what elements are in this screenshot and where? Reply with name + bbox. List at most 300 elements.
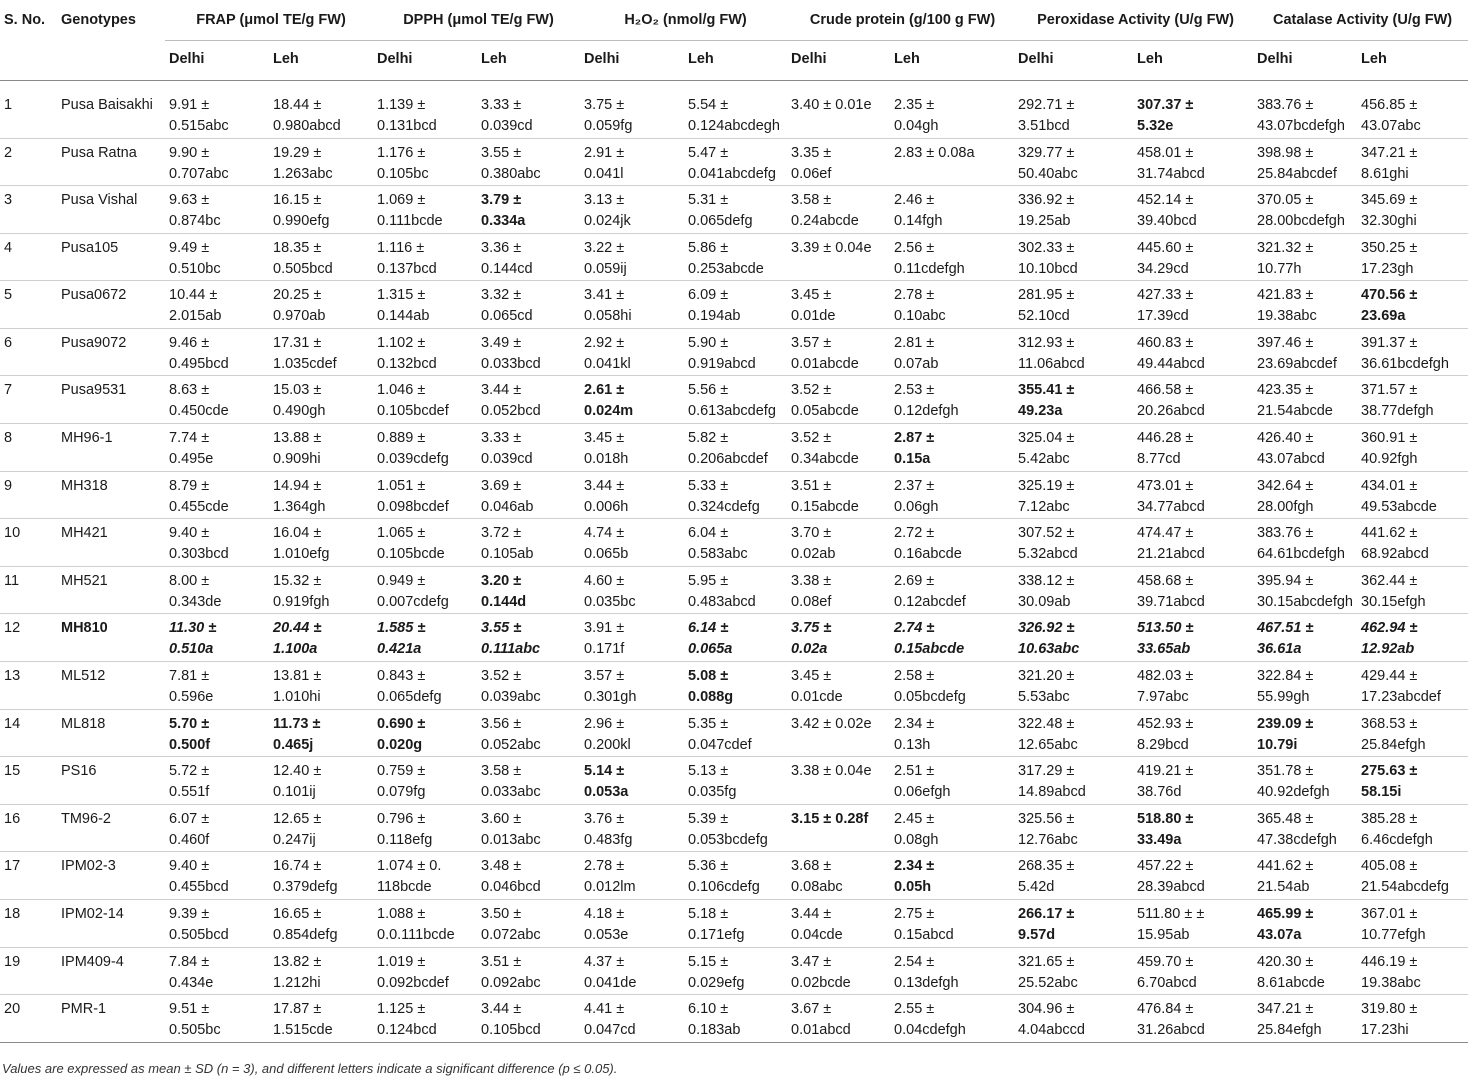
table-cell: 16.15 ± 0.990efg (269, 186, 373, 234)
table-cell: 239.09 ± 10.79i (1253, 709, 1357, 757)
table-cell: 3.42 ± 0.02e (787, 709, 890, 757)
table-cell: 476.84 ± 31.26abcd (1133, 995, 1253, 1043)
table-cell: 3.91 ± 0.171f (580, 614, 684, 662)
table-cell: 2.56 ± 0.11cdefgh (890, 233, 1014, 281)
row-number: 11 (0, 566, 57, 614)
table-cell: 391.37 ± 36.61bcdefgh (1357, 328, 1468, 376)
table-cell: 427.33 ± 17.39cd (1133, 281, 1253, 329)
table-cell: 457.22 ± 28.39abcd (1133, 852, 1253, 900)
table-cell: 434.01 ± 49.53abcde (1357, 471, 1468, 519)
table-cell: 3.32 ± 0.065cd (477, 281, 580, 329)
table-cell: 319.80 ± 17.23hi (1357, 995, 1468, 1043)
col-header-sno: S. No. (4, 12, 46, 28)
table-cell: 17.31 ± 1.035cdef (269, 328, 373, 376)
table-cell: 5.90 ± 0.919abcd (684, 328, 787, 376)
table-cell: 3.55 ± 0.111abc (477, 614, 580, 662)
table-cell: 426.40 ± 43.07abcd (1253, 424, 1357, 472)
table-cell: 5.15 ± 0.029efg (684, 947, 787, 995)
table-cell: 2.46 ± 0.14fgh (890, 186, 1014, 234)
table-cell: 342.64 ± 28.00fgh (1253, 471, 1357, 519)
col-subheader-leh: Leh (477, 40, 580, 80)
table-cell: 350.25 ± 17.23gh (1357, 233, 1468, 281)
table-cell: 7.74 ± 0.495e (165, 424, 269, 472)
table-cell: 5.14 ± 0.053a (580, 757, 684, 805)
table-cell: 2.35 ± 0.04gh (894, 96, 939, 134)
table-row (0, 995, 1468, 1043)
table-cell: 3.44 ± 0.04cde (787, 900, 890, 948)
table-cell: 304.96 ± 4.04abccd (1014, 995, 1133, 1043)
table-cell: 317.29 ± 14.89abcd (1014, 757, 1133, 805)
table-cell: 365.48 ± 47.38cdefgh (1253, 804, 1357, 852)
col-subheader-empty (57, 40, 165, 80)
table-cell: 3.40 ± 0.01e (791, 96, 872, 113)
table-cell: 2.58 ± 0.05bcdefg (890, 662, 1014, 710)
table-cell: 5.35 ± 0.047cdef (684, 709, 787, 757)
table-cell: 4.60 ± 0.035bc (580, 566, 684, 614)
genotype-name: Pusa Ratna (57, 138, 165, 186)
table-cell: 13.88 ± 0.909hi (269, 424, 373, 472)
table-row (0, 519, 1468, 567)
genotype-name: PMR-1 (57, 995, 165, 1043)
table-cell: 3.52 ± 0.039abc (477, 662, 580, 710)
table-cell: 3.70 ± 0.02ab (787, 519, 890, 567)
col-subheader-delhi: Delhi (1014, 40, 1133, 80)
table-cell: 482.03 ± 7.97abc (1133, 662, 1253, 710)
table-cell: 456.85 ± 43.07abc (1361, 96, 1421, 134)
table-cell: 5.95 ± 0.483abcd (684, 566, 787, 614)
table-cell: 19.29 ± 1.263abc (269, 138, 373, 186)
table-cell: 4.37 ± 0.041de (580, 947, 684, 995)
col-header-catalase: Catalase Activity (U/g FW) (1272, 12, 1453, 28)
col-subheader-delhi: Delhi (1253, 40, 1357, 80)
genotype-name: MH421 (57, 519, 165, 567)
table-cell: 9.46 ± 0.495bcd (165, 328, 269, 376)
table-cell: 2.78 ± 0.10abc (890, 281, 1014, 329)
table-cell: 2.75 ± 0.15abcd (890, 900, 1014, 948)
header-row-locations (0, 40, 1468, 80)
table-cell: 9.51 ± 0.505bc (165, 995, 269, 1043)
table-cell: 5.86 ± 0.253abcde (684, 233, 787, 281)
table-cell: 0.843 ± 0.065defg (373, 662, 477, 710)
table-cell: 1.139 ± 0.131bcd (377, 96, 437, 134)
table-cell: 3.22 ± 0.059ij (580, 233, 684, 281)
table-cell: 9.49 ± 0.510bc (165, 233, 269, 281)
table-cell: 3.69 ± 0.046ab (477, 471, 580, 519)
table-cell: 4.41 ± 0.047cd (580, 995, 684, 1043)
table-cell: 1.074 ± 0. 118bcde (373, 852, 477, 900)
table-cell: 1.065 ± 0.105bcde (373, 519, 477, 567)
table-cell: 268.35 ± 5.42d (1014, 852, 1133, 900)
table-cell: 351.78 ± 40.92defgh (1253, 757, 1357, 805)
table-cell: 473.01 ± 34.77abcd (1133, 471, 1253, 519)
table-cell: 3.39 ± 0.04e (787, 233, 890, 281)
table-cell: 3.56 ± 0.052abc (477, 709, 580, 757)
table-row (0, 186, 1468, 234)
genotype-name: MH810 (57, 614, 165, 662)
table-cell: 3.48 ± 0.046bcd (477, 852, 580, 900)
table-cell: 3.44 ± 0.105bcd (477, 995, 580, 1043)
table-cell: 5.13 ± 0.035fg (684, 757, 787, 805)
table-cell: 347.21 ± 25.84efgh (1253, 995, 1357, 1043)
table-cell: 325.19 ± 7.12abc (1014, 471, 1133, 519)
table-cell: 307.37 ± 5.32e (1137, 96, 1194, 134)
table-cell: 5.39 ± 0.053bcdefg (684, 804, 787, 852)
table-cell: 5.70 ± 0.500f (165, 709, 269, 757)
row-number: 2 (0, 138, 57, 186)
table-cell: 368.53 ± 25.84efgh (1357, 709, 1468, 757)
table-cell: 441.62 ± 21.54ab (1253, 852, 1357, 900)
table-cell: 6.10 ± 0.183ab (684, 995, 787, 1043)
table-cell: 3.38 ± 0.04e (787, 757, 890, 805)
table-cell: 3.67 ± 0.01abcd (787, 995, 890, 1043)
col-subheader-leh: Leh (269, 40, 373, 80)
col-subheader-delhi: Delhi (373, 40, 477, 80)
table-cell: 419.21 ± 38.76d (1133, 757, 1253, 805)
row-number: 16 (0, 804, 57, 852)
table-cell: 336.92 ± 19.25ab (1014, 186, 1133, 234)
table-cell: 3.72 ± 0.105ab (477, 519, 580, 567)
table-cell: 397.46 ± 23.69abcdef (1253, 328, 1357, 376)
genotype-name: IPM02-14 (57, 900, 165, 948)
table-cell: 445.60 ± 34.29cd (1133, 233, 1253, 281)
table-cell: 1.585 ± 0.421a (373, 614, 477, 662)
table-cell: 1.125 ± 0.124bcd (373, 995, 477, 1043)
table-body (0, 80, 1468, 1042)
table-cell: 446.28 ± 8.77cd (1133, 424, 1253, 472)
table-cell: 395.94 ± 30.15abcdefgh (1253, 566, 1357, 614)
table-cell: 16.65 ± 0.854defg (269, 900, 373, 948)
table-cell: 6.04 ± 0.583abc (684, 519, 787, 567)
table-cell: 321.20 ± 5.53abc (1014, 662, 1133, 710)
table-row (0, 900, 1468, 948)
table-cell: 470.56 ± 23.69a (1357, 281, 1468, 329)
table-cell: 338.12 ± 30.09ab (1014, 566, 1133, 614)
table-cell: 362.44 ± 30.15efgh (1357, 566, 1468, 614)
table-cell: 1.102 ± 0.132bcd (373, 328, 477, 376)
col-header-dpph: DPPH (μmol TE/g FW) (403, 12, 554, 28)
table-cell: 9.40 ± 0.455bcd (165, 852, 269, 900)
table-cell: 1.046 ± 0.105bcdef (373, 376, 477, 424)
table-row (0, 328, 1468, 376)
table-cell: 0.796 ± 0.118efg (373, 804, 477, 852)
table-row (0, 709, 1468, 757)
table-cell: 2.54 ± 0.13defgh (890, 947, 1014, 995)
genotype-name: MH521 (57, 566, 165, 614)
table-cell: 2.96 ± 0.200kl (580, 709, 684, 757)
table-cell: 3.52 ± 0.34abcde (787, 424, 890, 472)
table-cell: 383.76 ± 43.07bcdefgh (1257, 96, 1345, 134)
table-cell: 458.01 ± 31.74abcd (1133, 138, 1253, 186)
table-cell: 329.77 ± 50.40abc (1014, 138, 1133, 186)
table-cell: 1.088 ± 0.0.111bcde (373, 900, 477, 948)
genotype-name: MH96-1 (57, 424, 165, 472)
table-cell: 11.30 ± 0.510a (165, 614, 269, 662)
table-cell: 2.61 ± 0.024m (580, 376, 684, 424)
table-cell: 3.57 ± 0.301gh (580, 662, 684, 710)
genotype-name: Pusa105 (57, 233, 165, 281)
table-cell: 6.07 ± 0.460f (165, 804, 269, 852)
table-cell: 345.69 ± 32.30ghi (1357, 186, 1468, 234)
table-cell: 398.98 ± 25.84abcdef (1253, 138, 1357, 186)
table-cell: 325.56 ± 12.76abc (1014, 804, 1133, 852)
table-cell: 16.04 ± 1.010efg (269, 519, 373, 567)
table-cell: 20.25 ± 0.970ab (269, 281, 373, 329)
col-header-peroxidase: Peroxidase Activity (U/g FW) (1037, 12, 1234, 28)
table-footnote: Values are expressed as mean ± SD (n = 3), and different letters indicate a significant difference (p ≤ 0.05). (2, 1061, 618, 1076)
row-number: 1 (4, 96, 13, 113)
genotype-name: ML818 (57, 709, 165, 757)
table-cell: 467.51 ± 36.61a (1253, 614, 1357, 662)
table-cell: 11.73 ± 0.465j (269, 709, 373, 757)
table-cell: 3.51 ± 0.15abcde (787, 471, 890, 519)
table-cell: 3.44 ± 0.052bcd (477, 376, 580, 424)
table-cell: 2.34 ± 0.05h (890, 852, 1014, 900)
table-cell: 371.57 ± 38.77defgh (1357, 376, 1468, 424)
table-cell: 326.92 ± 10.63abc (1014, 614, 1133, 662)
table-cell: 460.83 ± 49.44abcd (1133, 328, 1253, 376)
table-cell: 3.50 ± 0.072abc (477, 900, 580, 948)
table-cell: 429.44 ± 17.23abcdef (1357, 662, 1468, 710)
table-cell: 312.93 ± 11.06abcd (1014, 328, 1133, 376)
genotype-name: IPM02-3 (57, 852, 165, 900)
table-cell: 2.78 ± 0.012lm (580, 852, 684, 900)
table-cell: 4.74 ± 0.065b (580, 519, 684, 567)
col-subheader-leh: Leh (890, 40, 1014, 80)
row-number: 4 (0, 233, 57, 281)
table-cell: 465.99 ± 43.07a (1253, 900, 1357, 948)
table-cell: 462.94 ± 12.92ab (1357, 614, 1468, 662)
table-row (0, 804, 1468, 852)
table-cell: 9.63 ± 0.874bc (165, 186, 269, 234)
table-cell: 2.45 ± 0.08gh (890, 804, 1014, 852)
table-cell: 2.81 ± 0.07ab (890, 328, 1014, 376)
table-cell: 3.44 ± 0.006h (580, 471, 684, 519)
table-cell: 1.176 ± 0.105bc (373, 138, 477, 186)
table-cell: 13.81 ± 1.010hi (269, 662, 373, 710)
table-cell: 423.35 ± 21.54abcde (1253, 376, 1357, 424)
table-row (0, 757, 1468, 805)
table-cell: 292.71 ± 3.51bcd (1018, 96, 1075, 134)
table-cell: 8.00 ± 0.343de (165, 566, 269, 614)
table-cell: 3.20 ± 0.144d (477, 566, 580, 614)
table-cell: 383.76 ± 64.61bcdefgh (1253, 519, 1357, 567)
table-cell: 16.74 ± 0.379defg (269, 852, 373, 900)
col-subheader-leh: Leh (1133, 40, 1253, 80)
table-cell: 321.32 ± 10.77h (1253, 233, 1357, 281)
table-cell: 511.80 ± ± 15.95ab (1133, 900, 1253, 948)
col-subheader-leh: Leh (1357, 40, 1468, 80)
table-row (0, 281, 1468, 329)
table-row (0, 376, 1468, 424)
table-cell: 322.48 ± 12.65abc (1014, 709, 1133, 757)
table-cell: 307.52 ± 5.32abcd (1014, 519, 1133, 567)
genotype-name: PS16 (57, 757, 165, 805)
table-cell: 15.03 ± 0.490gh (269, 376, 373, 424)
table-cell: 14.94 ± 1.364gh (269, 471, 373, 519)
table-cell: 2.92 ± 0.041kl (580, 328, 684, 376)
table-row (0, 947, 1468, 995)
row-number: 19 (0, 947, 57, 995)
table-cell: 3.68 ± 0.08abc (787, 852, 890, 900)
table-cell: 12.40 ± 0.101ij (269, 757, 373, 805)
row-number: 5 (0, 281, 57, 329)
table-cell: 5.54 ± 0.124abcdegh (688, 96, 780, 134)
table-cell: 452.14 ± 39.40bcd (1133, 186, 1253, 234)
table-cell: 2.37 ± 0.06gh (890, 471, 1014, 519)
col-subheader-delhi: Delhi (165, 40, 269, 80)
table-cell: 1.019 ± 0.092bcdef (373, 947, 477, 995)
table-cell: 9.90 ± 0.707abc (165, 138, 269, 186)
table-cell: 2.74 ± 0.15abcde (890, 614, 1014, 662)
genotype-name: Pusa Baisakhi (61, 96, 153, 113)
genotype-name: Pusa9072 (57, 328, 165, 376)
table-cell: 2.83 ± 0.08a (890, 138, 1014, 186)
table-row (0, 852, 1468, 900)
table-cell: 3.58 ± 0.24abcde (787, 186, 890, 234)
row-number: 18 (0, 900, 57, 948)
table-cell: 17.87 ± 1.515cde (269, 995, 373, 1043)
table-cell: 5.18 ± 0.171efg (684, 900, 787, 948)
table-cell: 3.41 ± 0.058hi (580, 281, 684, 329)
table-cell: 18.35 ± 0.505bcd (269, 233, 373, 281)
table-cell: 3.45 ± 0.01de (787, 281, 890, 329)
table-cell: 458.68 ± 39.71abcd (1133, 566, 1253, 614)
table-cell: 385.28 ± 6.46cdefgh (1357, 804, 1468, 852)
table-cell: 5.08 ± 0.088g (684, 662, 787, 710)
table-cell: 266.17 ± 9.57d (1014, 900, 1133, 948)
table-cell: 1.051 ± 0.098bcdef (373, 471, 477, 519)
table-cell: 9.91 ± 0.515abc (169, 96, 229, 134)
col-subheader-delhi: Delhi (787, 40, 890, 80)
table-cell: 3.75 ± 0.059fg (584, 96, 633, 134)
table-cell: 6.14 ± 0.065a (684, 614, 787, 662)
table-cell: 13.82 ± 1.212hi (269, 947, 373, 995)
table-cell: 2.72 ± 0.16abcde (890, 519, 1014, 567)
row-number: 3 (0, 186, 57, 234)
table-cell: 1.116 ± 0.137bcd (373, 233, 477, 281)
table-cell: 3.33 ± 0.039cd (481, 96, 533, 134)
table-cell: 321.65 ± 25.52abc (1014, 947, 1133, 995)
table-cell: 6.09 ± 0.194ab (684, 281, 787, 329)
row-number: 20 (0, 995, 57, 1043)
table-cell: 421.83 ± 19.38abc (1253, 281, 1357, 329)
table-cell: 3.57 ± 0.01abcde (787, 328, 890, 376)
col-subheader-delhi: Delhi (580, 40, 684, 80)
table-cell: 3.52 ± 0.05abcde (787, 376, 890, 424)
table-cell: 5.36 ± 0.106cdefg (684, 852, 787, 900)
table-cell: 466.58 ± 20.26abcd (1133, 376, 1253, 424)
table-cell: 2.55 ± 0.04cdefgh (890, 995, 1014, 1043)
col-header-genotypes: Genotypes (61, 12, 136, 28)
genotype-name: Pusa Vishal (57, 186, 165, 234)
table-cell: 441.62 ± 68.92abcd (1357, 519, 1468, 567)
table-cell: 474.47 ± 21.21abcd (1133, 519, 1253, 567)
table-cell: 3.55 ± 0.380abc (477, 138, 580, 186)
table-cell: 3.76 ± 0.483fg (580, 804, 684, 852)
table-cell: 3.33 ± 0.039cd (477, 424, 580, 472)
table-cell: 446.19 ± 19.38abc (1357, 947, 1468, 995)
table-row (0, 233, 1468, 281)
table-row (0, 138, 1468, 186)
table-cell: 3.36 ± 0.144cd (477, 233, 580, 281)
table-cell: 12.65 ± 0.247ij (269, 804, 373, 852)
row-number: 13 (0, 662, 57, 710)
table-cell: 360.91 ± 40.92fgh (1357, 424, 1468, 472)
table-cell: 9.40 ± 0.303bcd (165, 519, 269, 567)
table-cell: 3.13 ± 0.024jk (580, 186, 684, 234)
table-cell: 0.759 ± 0.079fg (373, 757, 477, 805)
table-cell: 1.315 ± 0.144ab (373, 281, 477, 329)
table-cell: 452.93 ± 8.29bcd (1133, 709, 1253, 757)
genotype-name: IPM409-4 (57, 947, 165, 995)
table-cell: 20.44 ± 1.100a (269, 614, 373, 662)
table-cell: 5.82 ± 0.206abcdef (684, 424, 787, 472)
table-cell: 5.56 ± 0.613abcdefg (684, 376, 787, 424)
col-header-h2o2: H₂O₂ (nmol/g FW) (624, 12, 747, 28)
table-cell: 518.80 ± 33.49a (1133, 804, 1253, 852)
table-cell: 8.63 ± 0.450cde (165, 376, 269, 424)
table-cell: 3.47 ± 0.02bcde (787, 947, 890, 995)
table-cell: 2.51 ± 0.06efgh (890, 757, 1014, 805)
table-cell: 2.91 ± 0.041l (580, 138, 684, 186)
row-number: 17 (0, 852, 57, 900)
table-cell: 2.87 ± 0.15a (890, 424, 1014, 472)
table-cell: 18.44 ± 0.980abcd (273, 96, 341, 134)
row-number: 10 (0, 519, 57, 567)
col-header-frap: FRAP (μmol TE/g FW) (196, 12, 346, 28)
genotype-name: Pusa9531 (57, 376, 165, 424)
table-row (0, 614, 1468, 662)
table-cell: 3.79 ± 0.334a (477, 186, 580, 234)
table-cell: 3.15 ± 0.28f (787, 804, 890, 852)
row-number: 15 (0, 757, 57, 805)
col-header-crude-protein: Crude protein (g/100 g FW) (809, 12, 996, 28)
table-cell: 10.44 ± 2.015ab (165, 281, 269, 329)
table-cell: 4.18 ± 0.053e (580, 900, 684, 948)
table-cell: 3.49 ± 0.033bcd (477, 328, 580, 376)
table-cell: 0.690 ± 0.020g (373, 709, 477, 757)
table-cell: 420.30 ± 8.61abcde (1253, 947, 1357, 995)
row-number: 14 (0, 709, 57, 757)
table-cell: 322.84 ± 55.99gh (1253, 662, 1357, 710)
table-cell: 281.95 ± 52.10cd (1014, 281, 1133, 329)
table-cell: 459.70 ± 6.70abcd (1133, 947, 1253, 995)
table-cell: 7.84 ± 0.434e (165, 947, 269, 995)
table-cell: 370.05 ± 28.00bcdefgh (1253, 186, 1357, 234)
table-cell: 3.51 ± 0.092abc (477, 947, 580, 995)
table-cell: 367.01 ± 10.77efgh (1357, 900, 1468, 948)
table-cell: 7.81 ± 0.596e (165, 662, 269, 710)
genotype-name: MH318 (57, 471, 165, 519)
table-cell: 2.53 ± 0.12defgh (890, 376, 1014, 424)
table-cell: 15.32 ± 0.919fgh (269, 566, 373, 614)
table-row (0, 662, 1468, 710)
table-cell: 3.45 ± 0.01cde (787, 662, 890, 710)
table-cell: 2.34 ± 0.13h (890, 709, 1014, 757)
header-row-groups (0, 0, 1468, 40)
col-subheader-leh: Leh (684, 40, 787, 80)
table-row (0, 424, 1468, 472)
genotype-name: ML512 (57, 662, 165, 710)
col-subheader-empty (0, 40, 57, 80)
row-number: 6 (0, 328, 57, 376)
table-cell: 0.949 ± 0.007cdefg (373, 566, 477, 614)
table-cell: 3.35 ± 0.06ef (787, 138, 890, 186)
table-cell: 513.50 ± 33.65ab (1133, 614, 1253, 662)
table-cell: 3.60 ± 0.013abc (477, 804, 580, 852)
table-cell: 405.08 ± 21.54abcdefg (1357, 852, 1468, 900)
row-number: 12 (0, 614, 57, 662)
